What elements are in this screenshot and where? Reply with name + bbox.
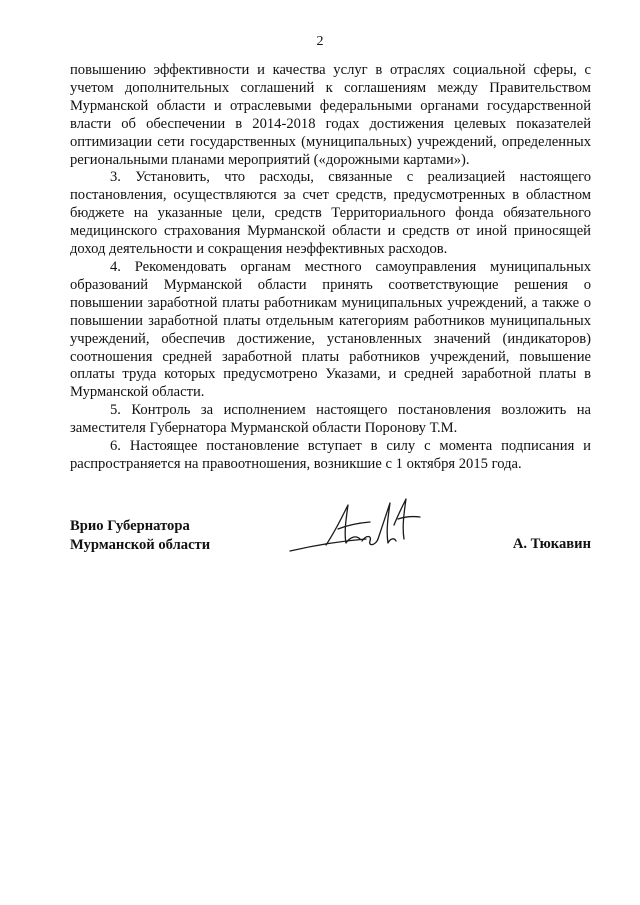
signer-title-line-1: Врио Губернатора xyxy=(70,518,190,534)
signer-title-line-2: Мурманской области xyxy=(70,537,211,553)
handwritten-signature xyxy=(286,495,426,565)
paragraph-continuation: повышению эффективности и качества услуг в отраслях социальной сферы, с учетом дополнительных соглашений к соглашениям между Правительством Мурманской области и отраслевыми федеральными органами государственной власти об обеспечении в 2014-2018 годах достижения целевых показателей оптимизации сети государственных (муниципальных) учреждений, определенных региональными планами мероприятий («дорожными картами»). xyxy=(70,62,591,168)
signature-block xyxy=(70,517,591,577)
paragraph-3: 3. Установить, что расходы, связанные с реализацией настоящего постановления, осуществляются за счет средств, предусмотренных в областном бюджете на указанные цели, средств Территориального фонда обязательного медицинского страхования Мурманской области и средств от иной приносящей доход деятельности и сокращения неэффективных расходов. xyxy=(70,169,591,258)
paragraph-4: 4. Рекомендовать органам местного самоуправления муниципальных образований Мурманской области принять соответствующие решения о повышении заработной платы работникам муниципальных учреждений, а также о повышении заработной платы отдельным категориям работников муниципальных учреждений, обеспечив достижение, установленных значений (индикаторов) соотношения средней заработной платы работников учреждений, повышение оплаты труда которых предусмотрено Указами, и средней заработной платы в Мурманской области. xyxy=(70,258,591,401)
document-body xyxy=(70,62,591,474)
paragraph-5: 5. Контроль за исполнением настоящего постановления возложить на заместителя Губернатора Мурманской области Поронову Т.М. xyxy=(70,402,591,437)
page-number: 2 xyxy=(316,34,324,49)
signer-title xyxy=(70,517,210,555)
signer-name: А. Тюкавин xyxy=(512,536,591,552)
paragraph-6: 6. Настоящее постановление вступает в силу с момента подписания и распространяется на правоотношения, возникшие с 1 октября 2015 года. xyxy=(70,438,591,472)
